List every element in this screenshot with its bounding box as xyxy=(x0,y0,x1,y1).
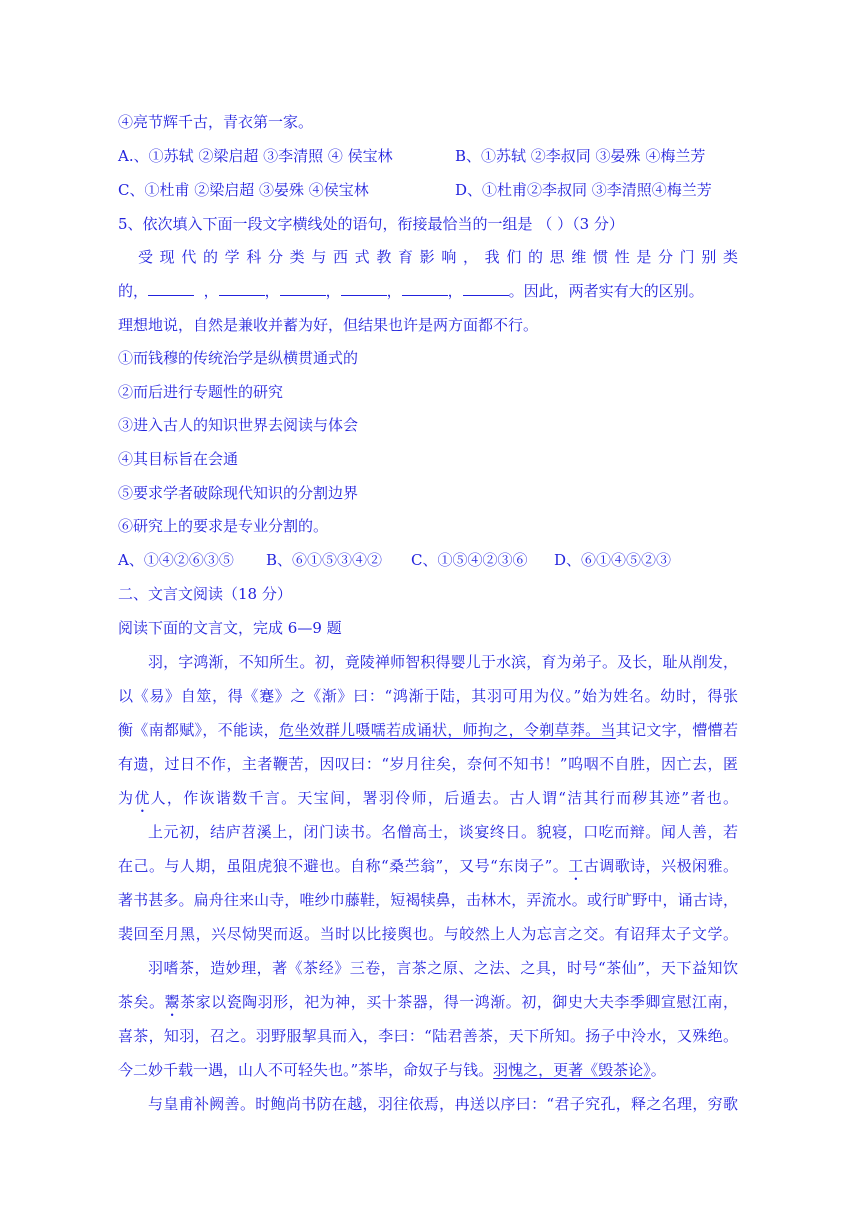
q4-option-d: D、①杜甫②李叔同 ③李清照④梅兰芳 xyxy=(455,181,712,199)
passage-p3-line-4 xyxy=(118,1060,666,1080)
blank-3 xyxy=(280,281,326,296)
passage-p3-line-3: 喜茶，知羽，召之。羽野服挈具而入，李曰：“陆君善茶，天下所知。扬子中泠水，又殊绝。 xyxy=(118,1027,738,1045)
q5-paragraph-line-3: 理想地说，自然是兼收并蓄为好，但结果也许是两方面都不行。 xyxy=(118,316,539,334)
comma: ， xyxy=(386,282,402,300)
text-span: 茶矣。 xyxy=(118,993,165,1011)
q5-paragraph-line-2 xyxy=(118,281,704,301)
text-span: 其记文字，懵懵若 xyxy=(615,721,738,739)
comma: ， xyxy=(203,282,219,300)
passage-p1-line-5 xyxy=(118,788,738,816)
section-2-instruction: 阅读下面的文言文，完成 6—9 题 xyxy=(118,619,342,637)
q5-item-4: ④其目标旨在会通 xyxy=(118,450,239,468)
q4-option-b: B、①苏轼 ②李叔同 ③晏殊 ④梅兰芳 xyxy=(455,147,706,165)
q5-item-2: ②而后进行专题性的研究 xyxy=(118,383,284,401)
blank-2 xyxy=(219,281,265,296)
underlined-sentence: 危坐效群儿嗫嚅若成诵状，师拘之，令剃草莽。当 xyxy=(278,721,616,739)
text-span: 今二妙千载一遇，山人不可轻失也。”茶毕，命奴子与钱。 xyxy=(118,1061,494,1079)
q5-paragraph-start: 的， xyxy=(118,282,149,300)
passage-p2-line-2 xyxy=(118,856,738,884)
q5-paragraph-line-1: 受现代的学科分类与西式教育影响，我们的思维惯性是分门别类 xyxy=(138,248,738,266)
q4-item-4: ④亮节辉千古，青衣第一家。 xyxy=(118,113,314,131)
comma: ， xyxy=(447,282,463,300)
q5-item-5: ⑤要求学者破除现代知识的分割边界 xyxy=(118,484,359,502)
blank-6 xyxy=(463,281,509,296)
dotted-word: 鬻 xyxy=(164,993,181,1011)
section-2-heading: 二、文言文阅读（18 分） xyxy=(118,585,292,603)
comma: ， xyxy=(325,282,341,300)
passage-p3-line-1: 羽嗜茶，造妙理，著《茶经》三卷，言茶之原、之法、之具，时号“茶仙”，天下益知饮 xyxy=(148,959,738,977)
q5-option-d: D、⑥①④⑤②③ xyxy=(554,551,672,569)
q5-option-a: A、①④②⑥③⑤ xyxy=(118,551,234,569)
q5-option-b: B、⑥①⑤③④② xyxy=(266,551,383,569)
passage-p2-line-4: 裴回至月黑，兴尽恸哭而返。当时以比接舆也。与皎然上人为忘言之交。有诏拜太子文学。 xyxy=(118,925,738,943)
passage-p2-line-1: 上元初，结庐苕溪上，闭门读书。名僧高士，谈宴终日。貌寝，口吃而辩。闻人善，若 xyxy=(148,823,738,841)
q5-paragraph-end: 。因此，两者实有大的区别。 xyxy=(508,282,704,300)
q5-option-c: C、①⑤④②③⑥ xyxy=(411,551,528,569)
blank-1 xyxy=(148,281,194,296)
q5-stem: 5、依次填入下面一段文字横线处的语句，衔接最恰当的一组是 （ ）（3 分） xyxy=(118,215,624,233)
blank-5 xyxy=(402,281,448,296)
text-span: 衡《南都赋》，不能读， xyxy=(118,721,279,739)
text-span: 茶家以瓷陶羽形，祀为神，买十茶器，得一鸿渐。初，御史大夫李季卿宣慰江南， xyxy=(180,993,738,1011)
q4-option-c: C、①杜甫 ②梁启超 ③晏殊 ④侯宝林 xyxy=(118,181,369,199)
passage-p3-line-2 xyxy=(118,992,738,1020)
q5-item-3: ③进入古人的知识世界去阅读与体会 xyxy=(118,416,359,434)
text-span: 。 xyxy=(650,1061,666,1079)
passage-p1-line-1: 羽，字鸿渐，不知所生。初，竟陵禅师智积得婴儿于水滨，育为弟子。及长，耻从削发， xyxy=(148,653,738,671)
passage-p2-line-3: 著书甚多。扁舟往来山寺，唯纱巾藤鞋，短褐犊鼻，击林木，弄流水。或行旷野中，诵古诗， xyxy=(118,891,738,909)
dotted-word: 优 xyxy=(134,789,151,807)
text-span: 在己。与人期，虽阻虎狼不避也。自称“桑苎翁”，又号“东岗子”。 xyxy=(118,857,569,875)
dotted-word: 工 xyxy=(568,857,584,875)
passage-p1-line-2: 以《易》自筮，得《蹇》之《渐》曰：“鸿渐于陆，其羽可用为仪。”始为姓名。幼时，得张 xyxy=(118,687,738,705)
q5-item-6: ⑥研究上的要求是专业分割的。 xyxy=(118,517,329,535)
q4-option-a: A.、①苏轼 ②梁启超 ③李清照 ④ 侯宝林 xyxy=(118,147,393,165)
blank-4 xyxy=(341,281,387,296)
underlined-sentence: 羽愧之，更著《毁茶论》 xyxy=(493,1061,651,1079)
q5-item-1: ①而钱穆的传统治学是纵横贯通式的 xyxy=(118,349,359,367)
passage-p1-line-4: 有遗，过日不作，主者鞭苦，因叹曰：“岁月往矣，奈何不知书！”呜咽不自胜，因亡去，匿 xyxy=(118,755,738,773)
text-span: 古调歌诗，兴极闲雅。 xyxy=(583,857,738,875)
text-span: 为 xyxy=(118,789,135,807)
passage-p1-line-3 xyxy=(118,720,738,740)
comma: ， xyxy=(264,282,280,300)
passage-p4-line-1: 与皇甫补阙善。时鲍尚书防在越，羽往依焉，冉送以序曰：“君子究孔，释之名理，穷歌 xyxy=(148,1095,738,1113)
text-span: 人，作诙谐数千言。天宝间，署羽伶师，后遁去。古人谓“洁其行而秽其迹”者也。 xyxy=(150,789,738,807)
